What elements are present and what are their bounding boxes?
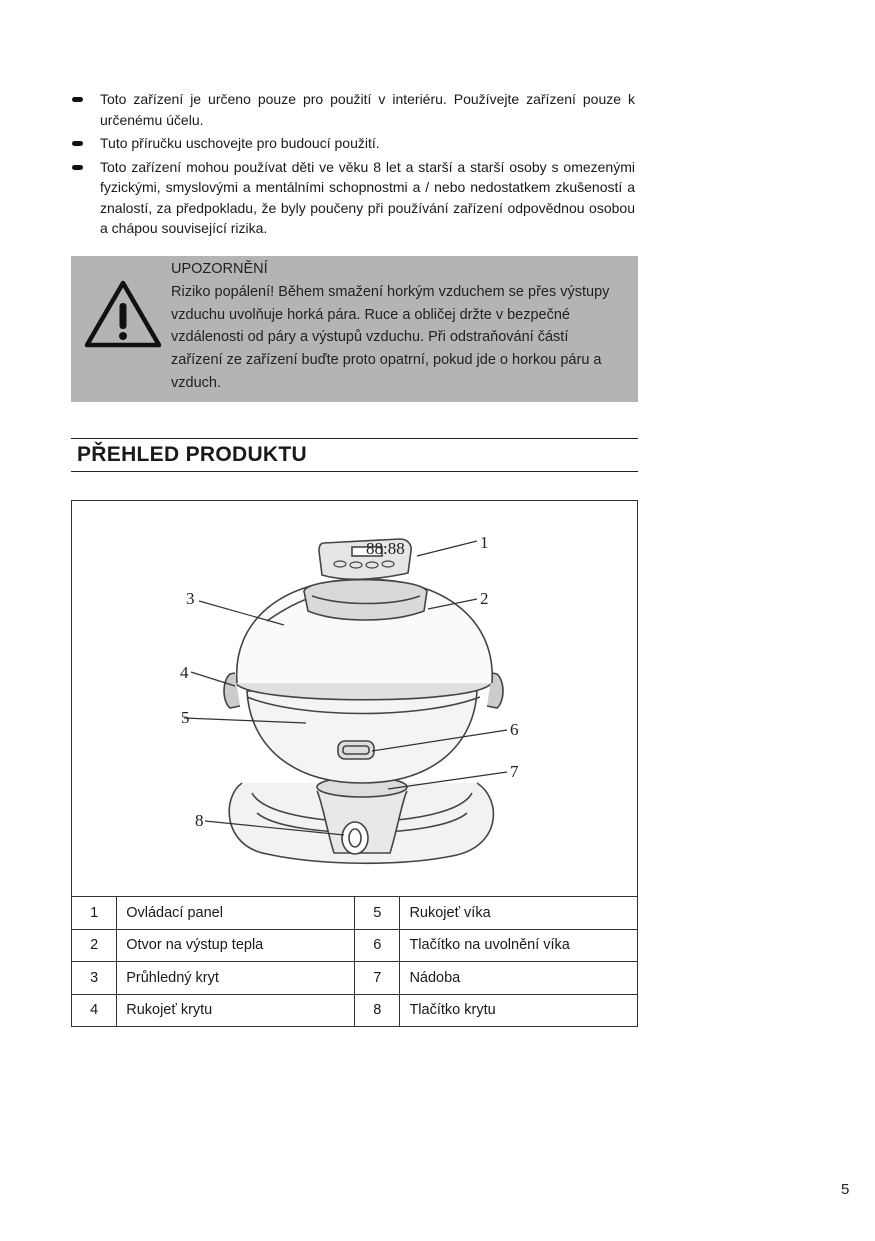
warning-box <box>71 256 638 402</box>
bullet-list <box>72 89 635 242</box>
bullet-icon <box>72 97 83 102</box>
part-label: Průhledný kryt <box>117 962 355 995</box>
warning-text: Riziko popálení! Během smažení horkým vzduchem se přes výstupy vzduchu uvolňuje horká pára. Ruce a obličej držte v bezpečné vzdálenosti od páry a výstupů vzduchu. Při odstraňování částí zařízení ze zařízení buďte proto opatrní, pokud jde o horkou páru a vzduch. <box>171 284 610 391</box>
bullet-text: Tuto příručku uschovejte pro budoucí použití. <box>100 135 380 151</box>
part-number: 7 <box>355 962 400 995</box>
part-number: 3 <box>72 962 117 995</box>
warning-triangle-icon <box>83 278 163 350</box>
table-row <box>72 897 637 930</box>
callout-3: 3 <box>186 589 195 608</box>
part-number: 5 <box>355 897 400 930</box>
page-number: 5 <box>841 1181 850 1198</box>
parts-table <box>72 896 637 1026</box>
product-figure <box>71 500 638 1027</box>
callout-6: 6 <box>510 720 519 739</box>
bullet-icon <box>72 165 83 170</box>
panel-display: 88:88 <box>366 539 405 558</box>
warning-title: UPOZORNĚNÍ <box>171 261 268 277</box>
part-label: Tlačítko na uvolnění víka <box>400 929 637 962</box>
section-title: PŘEHLED PRODUKTU <box>77 443 307 466</box>
bullet-item <box>72 157 635 239</box>
callout-4: 4 <box>180 663 189 682</box>
bullet-item <box>72 133 635 154</box>
part-number: 8 <box>355 994 400 1026</box>
part-label: Ovládací panel <box>117 897 355 930</box>
table-row <box>72 929 637 962</box>
air-fryer-illustration <box>72 501 637 896</box>
part-number: 6 <box>355 929 400 962</box>
table-row <box>72 962 637 995</box>
lid-button <box>342 822 368 854</box>
callout-8: 8 <box>195 811 204 830</box>
part-label: Rukojeť krytu <box>117 994 355 1026</box>
part-label: Rukojeť víka <box>400 897 637 930</box>
part-number: 4 <box>72 994 117 1026</box>
bullet-item <box>72 89 635 130</box>
bullet-text: Toto zařízení mohou používat děti ve věku 8 let a starší a starší osoby s omezenými fyzickými, smyslovými a mentálními schopnostmi a / nebo nedostatkem zkušeností a znalostí, za předpokladu, že byly poučeny při používání zařízení odpovědnou osobou a chápou související rizika. <box>100 158 635 236</box>
part-number: 2 <box>72 929 117 962</box>
callout-1: 1 <box>480 533 489 552</box>
part-label: Nádoba <box>400 962 637 995</box>
callout-5: 5 <box>181 708 190 727</box>
part-label: Otvor na výstup tepla <box>117 929 355 962</box>
table-row <box>72 994 637 1026</box>
part-label: Tlačítko krytu <box>400 994 637 1026</box>
section-header <box>71 438 638 472</box>
bullet-text: Toto zařízení je určeno pouze pro použití v interiéru. Používejte zařízení pouze k určenému účelu. <box>100 91 635 128</box>
bullet-icon <box>72 141 83 146</box>
callout-7: 7 <box>510 762 519 781</box>
body <box>247 691 477 783</box>
callout-2: 2 <box>480 589 489 608</box>
part-number: 1 <box>72 897 117 930</box>
